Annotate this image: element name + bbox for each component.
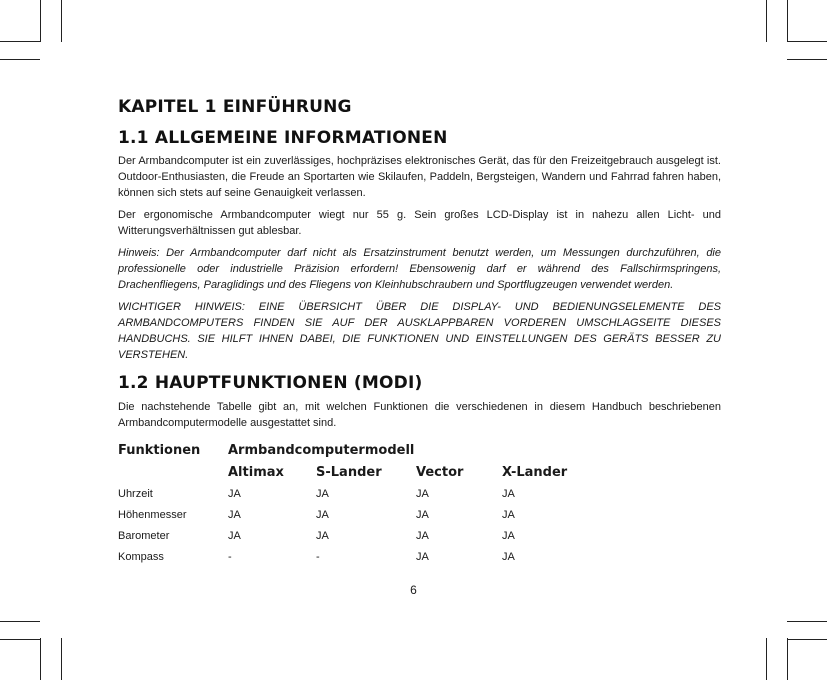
cell-value: JA — [502, 550, 515, 563]
section-1-note: Hinweis: Der Armbandcomputer darf nicht als Ersatzinstrument benutzt werden, um Messungen durchzuführen, die professionelle oder industrielle Präzision erfordern! Ebensowenig darf er während des Fallschirmspringens, Drachenfliegens, Paraglidings und des Fliegens von Kleinhubschraubern und Sportflugzeugen verwendet werden. — [118, 247, 721, 291]
cell-value: JA — [316, 487, 329, 500]
cell-value: JA — [416, 508, 429, 521]
section-2-title: 1.2 HAUPTFUNKTIONEN (MODI) — [118, 373, 423, 393]
cell-value: JA — [416, 550, 429, 563]
model-altimax: Altimax — [228, 464, 284, 480]
table-row — [118, 525, 602, 546]
cell-value: JA — [416, 529, 429, 542]
cell-value: JA — [502, 508, 515, 521]
model-x-lander: X-Lander — [502, 464, 568, 480]
table-model-row — [118, 461, 602, 483]
cell-value: - — [316, 550, 320, 563]
row-function: Barometer — [118, 529, 170, 542]
cell-value: JA — [228, 508, 241, 521]
row-function: Kompass — [118, 550, 164, 563]
section-1-paragraph-1: Der Armbandcomputer ist ein zuverlässiges, hochpräzises elektronisches Gerät, das für den Freizeitgebrauch ausgelegt ist. Outdoor-Enthusiasten, die Freude an Sportarten wie Skilaufen, Paddeln, Bergsteigen, Wandern und Fahrrad fahren haben, können sich stets auf seine Genauigkeit verlassen. — [118, 155, 721, 199]
chapter-heading: KAPITEL 1 EINFÜHRUNG — [118, 97, 352, 117]
cell-value: JA — [228, 487, 241, 500]
cell-value: - — [228, 550, 232, 563]
cell-value: JA — [502, 487, 515, 500]
table-header-row — [118, 439, 602, 461]
model-vector: Vector — [416, 464, 464, 480]
model-s-lander: S-Lander — [316, 464, 382, 480]
cell-value: JA — [316, 529, 329, 542]
table-row — [118, 546, 602, 567]
section-1-warning: WICHTIGER HINWEIS: EINE ÜBERSICHT ÜBER DIE DISPLAY- UND BEDIENUNGSELEMENTE DES ARMBANDCOMPUTERS FINDEN SIE AUF DER AUSKLAPPBAREN VORDEREN UMSCHLAGSEITE DIESES HANDBUCHS. SIE HILFT IHNEN DABEI, DIE FUNKTIONEN UND EINSTELLUNGEN DES GERÄTS BESSER ZU VERSTEHEN. — [118, 301, 721, 361]
page-content — [118, 96, 721, 567]
cell-value: JA — [502, 529, 515, 542]
table-row — [118, 504, 602, 525]
cell-value: JA — [228, 529, 241, 542]
section-2-intro: Die nachstehende Tabelle gibt an, mit welchen Funktionen die verschiedenen in diesem Handbuch beschriebenen Armbandcomputermodelle ausgestattet sind. — [118, 401, 721, 429]
header-models: Armbandcomputermodell — [228, 442, 415, 458]
section-1-title: 1.1 ALLGEMEINE INFORMATIONEN — [118, 128, 448, 148]
row-function: Uhrzeit — [118, 487, 153, 500]
page-number: 6 — [410, 583, 417, 597]
cell-value: JA — [316, 508, 329, 521]
section-1-paragraph-2: Der ergonomische Armbandcomputer wiegt nur 55 g. Sein großes LCD-Display ist in nahezu allen Licht- und Witterungsverhältnissen gut ablesbar. — [118, 209, 721, 237]
header-functions: Funktionen — [118, 442, 201, 458]
table-row — [118, 483, 602, 504]
cell-value: JA — [416, 487, 429, 500]
row-function: Höhenmesser — [118, 508, 187, 521]
model-function-table — [118, 439, 602, 567]
